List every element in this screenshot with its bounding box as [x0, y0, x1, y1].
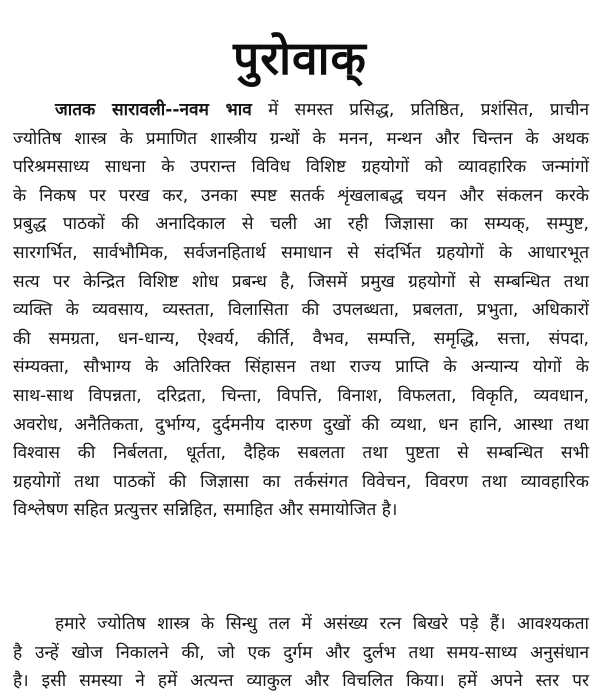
paragraph-line: सत्य पर केन्द्रित विशिष्ट शोध प्रबन्ध है, जिसमें प्रमुख ग्रहयोगों से सम्बन्धित तथा — [13, 271, 589, 292]
paragraph-line: ग्रहयोगों तथा पाठकों की जिज्ञासा का तर्कसंगत विवेचन, विवरण तथा व्यावहारिक — [13, 471, 589, 492]
paragraph-1 — [13, 96, 589, 525]
paragraph-line: सारगर्भित, सार्वभौमिक, सर्वजनहितार्थ समाधान से संदर्भित ग्रहयोगों के आधारभूत — [13, 242, 589, 263]
paragraph-line: साथ-साथ विपन्नता, दरिद्रता, चिन्ता, विपत्ति, विनाश, विफलता, विकृति, व्यवधान, — [13, 385, 589, 406]
lead-bold-title: जातक सारावली--नवम भाव — [55, 100, 252, 120]
paragraph-line: विश्लेषण सहित प्रत्युत्तर सन्निहित, समाहित और समायोजित है। — [13, 500, 398, 521]
paragraph-2 — [13, 610, 589, 696]
paragraph-line: के निकष पर परख कर, उनका स्पष्ट सतर्क शृंखलाबद्ध चयन और संकलन करके — [13, 185, 589, 206]
page-title: पुरोवाक् — [233, 31, 367, 85]
paragraph-line: परिश्रमसाध्य साधना के उपरान्त विविध विशिष्ट ग्रहयोगों को व्यावहारिक जन्मांगों — [13, 157, 589, 178]
paragraph-line: ज्योतिष शास्त्र के प्रमाणित शास्त्रीय ग्रन्थों के मनन, मन्थन और चिन्तन के अथक — [13, 128, 589, 149]
paragraph-line: व्यक्ति के व्यवसाय, व्यस्तता, विलासिता की उपलब्धता, प्रबलता, प्रभुता, अधिकारों — [13, 300, 589, 321]
paragraph-line: है। इसी समस्या ने हमें अत्यन्त व्याकुल और विचलित किया। हमें अपने स्तर पर — [13, 671, 589, 692]
paragraph-line: संम्यक्ता, सौभाग्य के अतिरिक्त सिंहासन तथा राज्य प्राप्ति के अन्यान्य योगों के — [13, 357, 589, 378]
paragraph-line: है उन्हें खोज निकालने की, जो एक दुर्गम और दुर्लभ तथा समय-साध्य अनुसंधान — [13, 642, 589, 663]
paragraph-line: प्रबुद्ध पाठकों की अनादिकाल से चली आ रही जिज्ञासा का सम्यक्, सम्पुष्ट, — [13, 214, 589, 235]
paragraph-line: की समग्रता, धन-धान्य, ऐश्वर्य, कीर्ति, वैभव, सम्पत्ति, समृद्धि, सत्ता, संपदा, — [13, 328, 589, 349]
paragraph-line: विश्वास की निर्बलता, धूर्तता, दैहिक सबलता तथा पुष्टता से सम्बन्धित सभी — [13, 443, 589, 464]
paragraph-line: हमारे ज्योतिष शास्त्र के सिन्धु तल में असंख्य रत्न बिखरे पड़े हैं। आवश्यकता — [55, 614, 589, 634]
paragraph-line: अवरोध, अनैतिकता, दुर्भाग्य, दुर्दमनीय दारुण दुखों की व्यथा, धन हानि, आस्था तथा — [13, 414, 589, 435]
paragraph-line: जातक सारावली--नवम भाव में समस्त प्रसिद्ध, प्रतिष्ठित, प्रशंसित, प्राचीन — [55, 100, 589, 120]
